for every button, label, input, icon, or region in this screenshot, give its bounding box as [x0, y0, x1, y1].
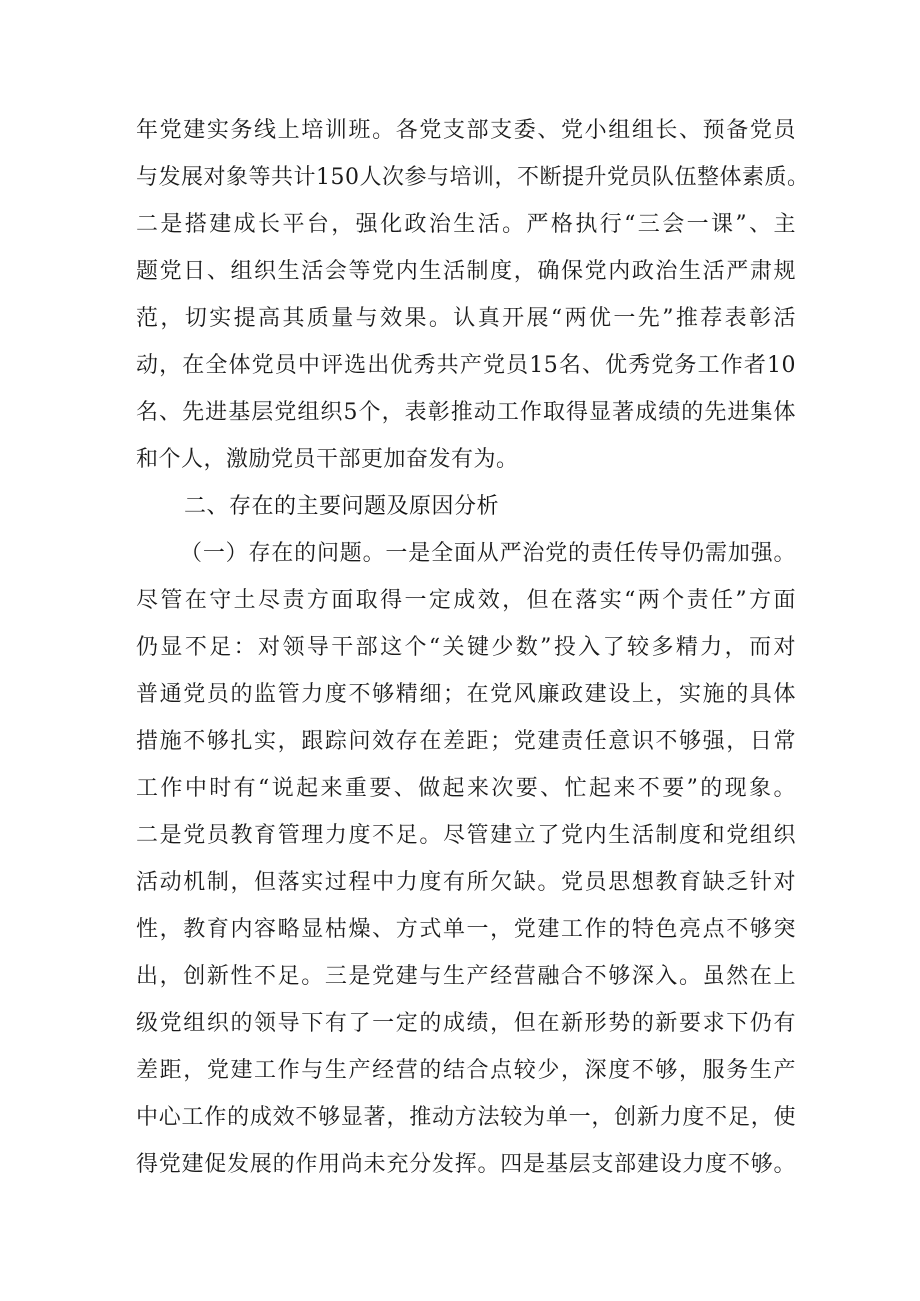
paragraph-1-line-2: 与发展对象等共计150人次参与培训，不断提升党员队伍整体素质。 — [136, 165, 810, 190]
paragraph-2-line-12: 差距，党建工作与生产经营的结合点较少，深度不够，服务生产 — [136, 1058, 796, 1083]
paragraph-1-line-3: 二是搭建成长平台，强化政治生活。严格执行“三会一课”、主 — [136, 212, 796, 237]
paragraph-2-line-9: 性，教育内容略显枯燥、方式单一，党建工作的特色亮点不够突 — [136, 917, 796, 942]
paragraph-1-line-4: 题党日、组织生活会等党内生活制度，确保党内政治生活严肃规 — [136, 259, 796, 284]
paragraph-2-line-11: 级党组织的领导下有了一定的成绩，但在新形势的新要求下仍有 — [136, 1011, 796, 1036]
section-heading: 二、存在的主要问题及原因分析 — [184, 494, 500, 519]
paragraph-1-line-8: 和个人，激励党员干部更加奋发有为。 — [136, 447, 519, 472]
paragraph-2-line-13: 中心工作的成效不够显著，推动方法较为单一，创新力度不足，使 — [136, 1105, 796, 1130]
paragraph-1-line-7: 名、先进基层党组织5个，表彰推动工作取得显著成绩的先进集体 — [136, 400, 796, 425]
paragraph-2-line-6: 工作中时有“说起来重要、做起来次要、忙起来不要”的现象。 — [136, 776, 796, 801]
paragraph-2-line-10: 出，创新性不足。三是党建与生产经营融合不够深入。虽然在上 — [136, 964, 796, 989]
paragraph-1-line-5: 范，切实提高其质量与效果。认真开展“两优一先”推荐表彰活 — [136, 306, 796, 331]
paragraph-2-line-3: 仍显不足：对领导干部这个“关键少数”投入了较多精力，而对 — [136, 635, 796, 660]
paragraph-2-line-5: 措施不够扎实，跟踪问效存在差距；党建责任意识不够强，日常 — [136, 729, 796, 754]
paragraph-1-line-1: 年党建实务线上培训班。各党支部支委、党小组组长、预备党员 — [136, 118, 796, 143]
paragraph-1-line-6: 动，在全体党员中评选出优秀共产党员15名、优秀党务工作者10 — [136, 353, 796, 378]
paragraph-2-line-7: 二是党员教育管理力度不足。尽管建立了党内生活制度和党组织 — [136, 823, 796, 848]
paragraph-2-line-8: 活动机制，但落实过程中力度有所欠缺。党员思想教育缺乏针对 — [136, 870, 796, 895]
paragraph-2-line-2: 尽管在守土尽责方面取得一定成效，但在落实“两个责任”方面 — [136, 588, 796, 613]
paragraph-2-line-4: 普通党员的监管力度不够精细；在党风廉政建设上，实施的具体 — [136, 682, 796, 707]
paragraph-2-line-1: （一）存在的问题。一是全面从严治党的责任传导仍需加强。 — [180, 541, 796, 566]
paragraph-2-line-14: 得党建促发展的作用尚未充分发挥。四是基层支部建设力度不够。 — [136, 1152, 796, 1177]
